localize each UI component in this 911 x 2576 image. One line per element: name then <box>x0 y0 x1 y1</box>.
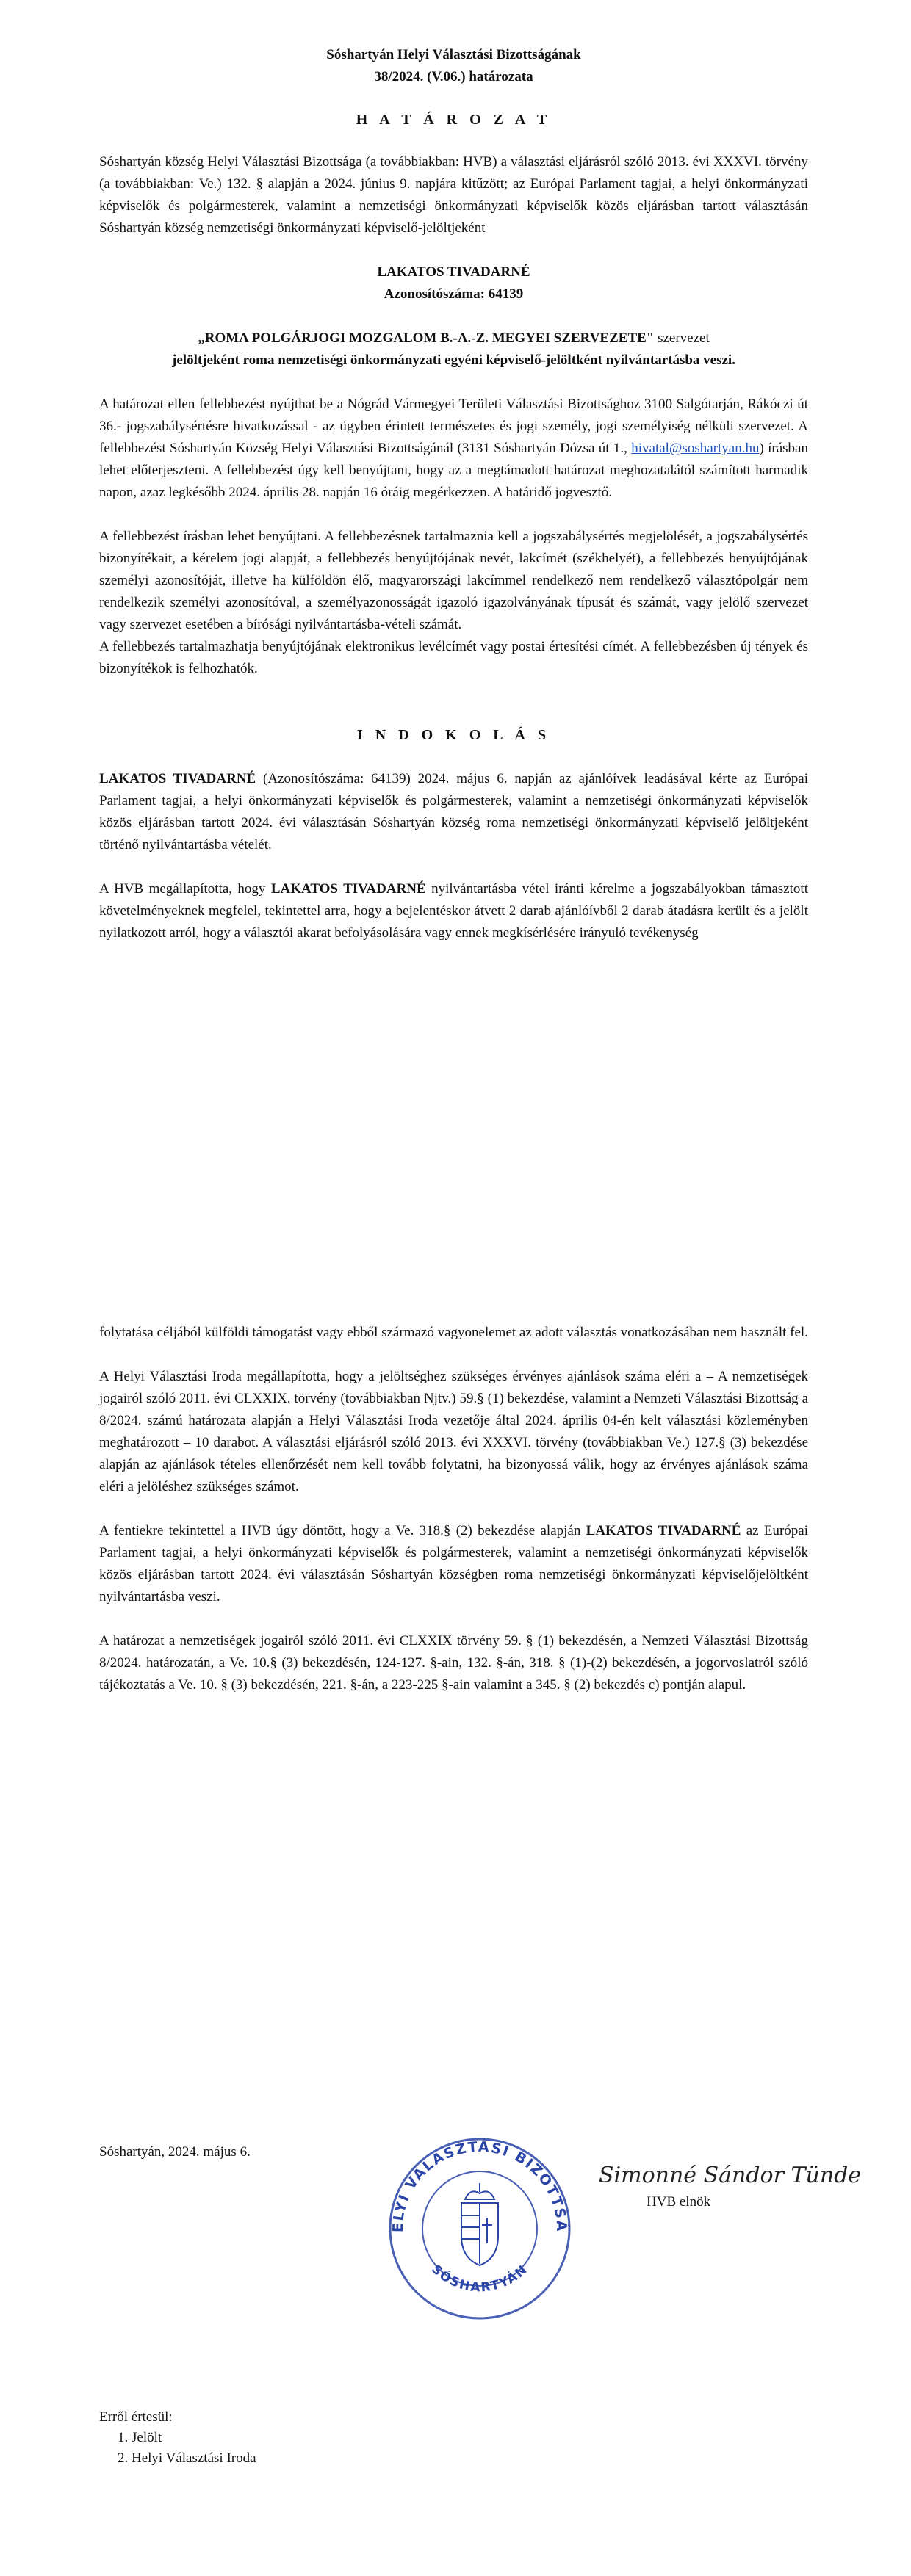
reason-paragraph-1 <box>99 768 808 856</box>
page-2-content <box>99 1322 808 1696</box>
stamp-top-text: ELYI VÁLASZTÁSI BIZOTTSÁ <box>389 2138 570 2233</box>
reason-2-pre: A HVB megállapította, hogy <box>99 881 271 897</box>
reason-1-text: (Azonosítószáma: 64139) 2024. május 6. napján az ajánlóívek leadásával kérte az Európai Parlament tagjai, a helyi önkormányzati képviselők és polgármesterek, valamint a nemzetiségi önkormányzati képviselők közös eljárásban tartott 2024. évi választásán Sóshartyán község roma nemzetiségi önkormányzati képviselő jelöltjeként történő nyilvántartásba vételét. <box>99 771 808 853</box>
legal-basis-paragraph: A határozat a nemzetiségek jogairól szóló 2011. évi CLXXIX törvény 59. § (1) bekezdésén, a Nemzeti Választási Bizottság 8/2024. határozatán, a Ve. 10.§ (3) bekezdésén, 124-127. §-ain, 132. §-án, 318. § (1)-(2) bekezdésén, a jogorvoslatról szóló tájékoztatás a Ve. 10. § (3) bekezdésén, 221. §-án, a 223-225 §-ain valamint a 345. § (2) bekezdés c) pontján alapul. <box>99 1633 808 1693</box>
svg-text:HELYI VÁLASZTÁSI BIZOTTSÁG <box>373 2126 570 2233</box>
decision-name: LAKATOS TIVADARNÉ <box>586 1523 741 1538</box>
reason-1-name: LAKATOS TIVADARNÉ <box>99 771 256 786</box>
notify-item: 1. Jelölt <box>132 2428 256 2448</box>
coat-of-arms-icon <box>461 2183 498 2265</box>
decision-text: az Európai Parlament tagjai, a helyi önkormányzati képviselők és polgármesterek, valamint a nemzetiségi önkormányzati képviselők közös eljárásban tartott 2024. évi választásán Sóshartyán községben roma nemzetiségi önkormányzati képviselőjelöltként nyilvántartásba veszi. <box>99 1523 808 1604</box>
decision-title: H A T Á R O Z A T <box>356 112 552 128</box>
appeal-paragraph-2: A fellebbezést írásban lehet benyújtani. A fellebbezésnek tartalmaznia kell a jogszabálysértés megjelölését, a jogszabálysértés bizonyítékait, a kérelem jogi alapját, a fellebbezés benyújtójának nevét, lakcímét (székhelyét), a fellebbezés benyújtójának személyi azonosítóját, illetve ha külföldön élő, magyarországi lakcímmel rendelkező nem rendelkező választópolgár nem rendelkezik személyi azonosítóval, a személyazonosságát igazoló igazolványának típusát és számát, vagy jelölő szervezet vagy szervezet esetében a bírósági nyilvántartásba-vételi számát. <box>99 529 808 632</box>
email-link[interactable]: hivatal@soshartyan.hu <box>631 441 760 456</box>
org-suffix: szervezet <box>654 330 710 346</box>
stamp-bottom-text: SÓSHARTYÁN <box>428 2262 531 2295</box>
appeal-1-text-b: ) írásban lehet előterjeszteni. A fellebbezést úgy kell benyújtani, hogy az a megtámadott határozat meghozatalától számított harmadik napon, azaz legkésőbb 2024. április 28. napján 16 óráig megérkezzen. A határidő jogvesztő. <box>99 441 808 500</box>
notify-item: 2. Helyi Választási Iroda <box>132 2448 256 2469</box>
header-line-2: 38/2024. (V.06.) határozata <box>374 69 533 84</box>
intro-paragraph: Sóshartyán község Helyi Választási Bizottsága (a továbbiakban: HVB) a választási eljárásról szóló 2013. évi XXXVI. törvény (a továbbiakban: Ve.) 132. § alapján a 2024. június 9. napjára kitűzött; az Európai Parlament tagjai, a helyi önkormányzati képviselők és polgármesterek, valamint a nemzetiségi önkormányzati képviselők közös eljárásban tartott választásán Sóshartyán község nemzetiségi önkormányzati képviselő-jelöltjeként <box>99 154 808 236</box>
appeal-paragraph-1 <box>99 394 808 504</box>
decision-pre: A fentiekre tekintettel a HVB úgy döntött, hogy a Ve. 318.§ (2) bekezdése alapján <box>99 1523 586 1538</box>
notify-title: Erről értesül: <box>99 2409 173 2425</box>
stamp-seal-icon <box>373 2126 586 2324</box>
reason-paragraph-2 <box>99 878 808 944</box>
page-1-content <box>99 44 808 944</box>
candidate-name: LAKATOS TIVADARNÉ <box>377 264 530 280</box>
page-2 <box>0 1281 911 2576</box>
org-decision <box>99 328 808 372</box>
page-1 <box>0 0 911 1281</box>
notification-list <box>99 2407 256 2469</box>
appeal-paragraph-3: A fellebbezés tartalmazhatja benyújtójának elektronikus levélcímét vagy postai értesítési címét. A fellebbezésben új tények és bizonyítékok is felhozhatók. <box>99 639 808 676</box>
place-date: Sóshartyán, 2024. május 6. <box>99 2144 251 2160</box>
org-decision-rest: jelöltjeként roma nemzetiségi önkormányzati egyéni képviselő-jelöltként nyilvántartásba veszi. <box>172 352 735 368</box>
signature-image <box>591 2152 900 2196</box>
decision-paragraph <box>99 1520 808 1608</box>
signature-text: Simonné Sándor Tünde <box>599 2163 862 2188</box>
signatory-role: HVB elnök <box>647 2194 711 2210</box>
org-name: „ROMA POLGÁRJOGI MOZGALOM B.-A.-Z. MEGYEI SZERVEZETE" <box>198 330 655 346</box>
candidate-id: Azonosítószáma: 64139 <box>384 286 524 302</box>
continuation-paragraph: folytatása céljából külföldi támogatást vagy ebből származó vagyonelemet az adott választás vonatkozásában nem használt fel. <box>99 1325 808 1340</box>
official-stamp <box>373 2126 586 2324</box>
reason-2-name: LAKATOS TIVADARNÉ <box>270 881 426 897</box>
appeal-1-text-a: A határozat ellen fellebbezést nyújthat be a Nógrád Vármegyei Területi Választási Bizottsághoz 3100 Salgótarján, Rákóczi út 36.- jogszabálysértésre hivatkozással - az ügyben érintett természetes és jogi személy, jogi személyiség nélküli szervezet. A fellebbezést Sóshartyán Község Helyi Választási Bizottságánál (3131 Sóshartyán Dózsa út 1., <box>99 397 808 456</box>
svg-text:SÓSHARTYÁN <box>428 2262 530 2295</box>
reasoning-title: I N D O K O L Á S <box>356 727 551 743</box>
header-line-1: Sóshartyán Helyi Választási Bizottságának <box>326 47 581 62</box>
office-paragraph: A Helyi Választási Iroda megállapította, hogy a jelöltséghez szükséges érvényes ajánlások száma eléri a – A nemzetiségek jogairól szóló 2011. évi CLXXIX. törvény (továbbiakban Njtv.) 59.§ (1) bekezdése, valamint a Nemzeti Választási Bizottság a 8/2024. számú határozata alapján a Helyi Választási Iroda vezetője által 2024. április 04-én kelt választási közleményben meghatározott – 10 darabot. A választási eljárásról szóló 2013. évi XXXVI. törvény (továbbiakban Ve.) 127.§ (3) bekezdése alapján az ajánlások tételes ellenőrzését nem kell tovább folytatni, ha bizonyossá válik, hogy az érvényes ajánlások száma eléri a jelöléshez szükséges számot. <box>99 1369 808 1494</box>
reason-2-text: nyilvántartásba vétel iránti kérelme a jogszabályokban támasztott követelményeknek megfelel, tekintettel arra, hogy a bejelentéskor átvett 2 darab ajánlóívből 2 darab átadásra került és a jelölt nyilatkozott arról, hogy a választói akarat befolyásolására vagy ennek megkísérlésére irányuló tevékenység <box>99 881 808 941</box>
